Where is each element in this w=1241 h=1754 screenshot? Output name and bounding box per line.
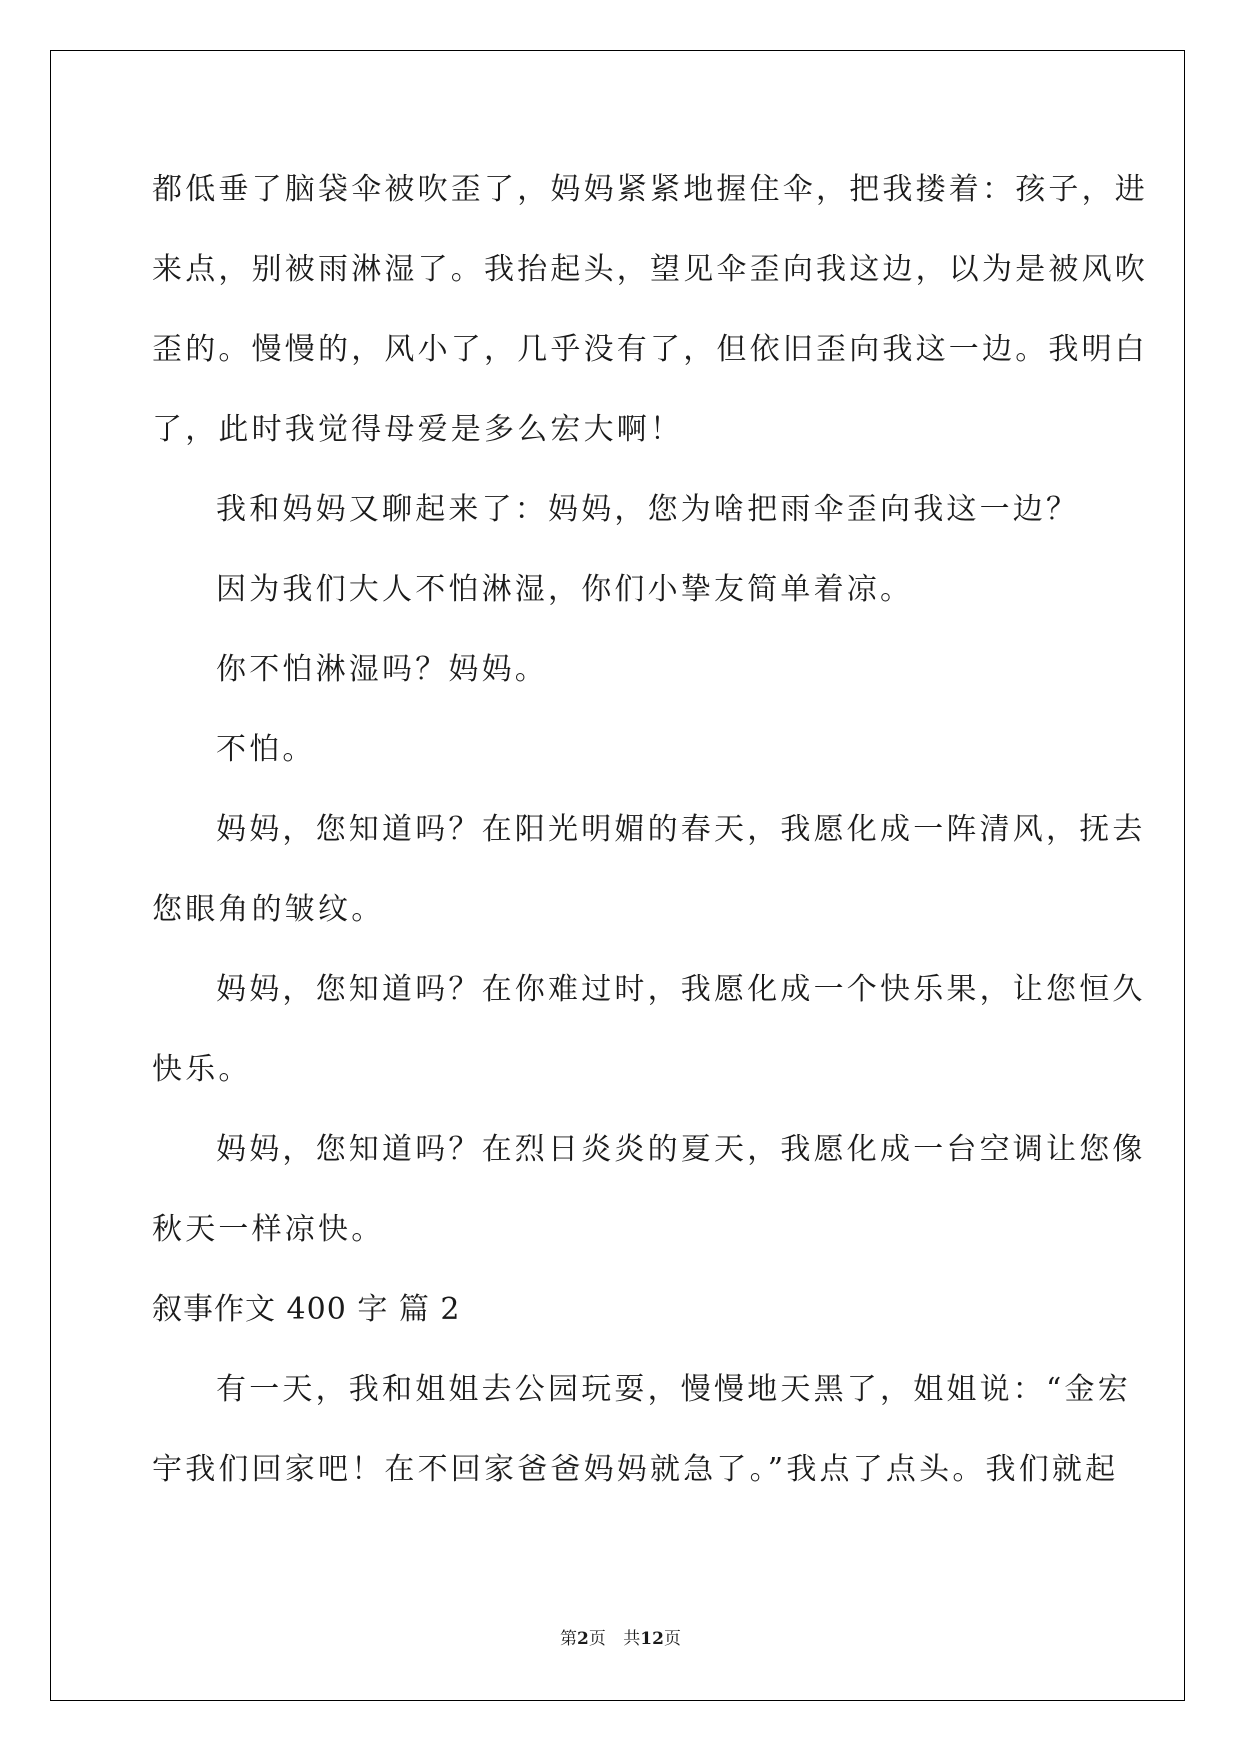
page-footer xyxy=(0,1624,1241,1649)
total-count: 12 xyxy=(640,1629,664,1649)
total-label-post: 页 xyxy=(663,1629,681,1649)
text-line: 您眼角的皱纹。 xyxy=(152,892,385,927)
section-heading: 叙事作文 400 字 篇 2 xyxy=(152,1292,461,1327)
text-line: 你不怕淋湿吗？妈妈。 xyxy=(216,652,548,687)
text-line: 妈妈，您知道吗？在烈日炎炎的夏天，我愿化成一台空调让您像 xyxy=(216,1132,1146,1167)
total-label-pre: 共 xyxy=(623,1629,641,1649)
page-total xyxy=(623,1629,681,1649)
page-label-pre: 第 xyxy=(560,1629,578,1649)
text-line: 快乐。 xyxy=(152,1052,252,1087)
text-line: 来点，别被雨淋湿了。我抬起头，望见伞歪向我这边，以为是被风吹 xyxy=(152,252,1148,287)
text-line: 因为我们大人不怕淋湿，你们小挚友简单着凉。 xyxy=(216,572,914,607)
page-number xyxy=(560,1629,606,1649)
document-body xyxy=(152,160,1148,1520)
page-label-post: 页 xyxy=(588,1629,606,1649)
text-line: 宇我们回家吧！在不回家爸爸妈妈就急了。”我点了点头。我们就起 xyxy=(152,1452,1119,1487)
text-line: 妈妈，您知道吗？在阳光明媚的春天，我愿化成一阵清风，抚去 xyxy=(216,812,1146,847)
text-line: 我和妈妈又聊起来了：妈妈，您为啥把雨伞歪向我这一边？ xyxy=(216,492,1080,527)
text-line: 歪的。慢慢的，风小了，几乎没有了，但依旧歪向我这一边。我明白 xyxy=(152,332,1148,367)
text-line: 了，此时我觉得母爱是多么宏大啊！ xyxy=(152,412,684,447)
page-current: 2 xyxy=(577,1629,589,1649)
text-line: 妈妈，您知道吗？在你难过时，我愿化成一个快乐果，让您恒久 xyxy=(216,972,1146,1007)
text-line: 有一天，我和姐姐去公园玩耍，慢慢地天黑了，姐姐说：“金宏 xyxy=(216,1372,1131,1407)
text-line: 不怕。 xyxy=(216,732,316,767)
text-line: 都低垂了脑袋伞被吹歪了，妈妈紧紧地握住伞，把我搂着：孩子，进 xyxy=(152,172,1148,207)
text-line: 秋天一样凉快。 xyxy=(152,1212,385,1247)
